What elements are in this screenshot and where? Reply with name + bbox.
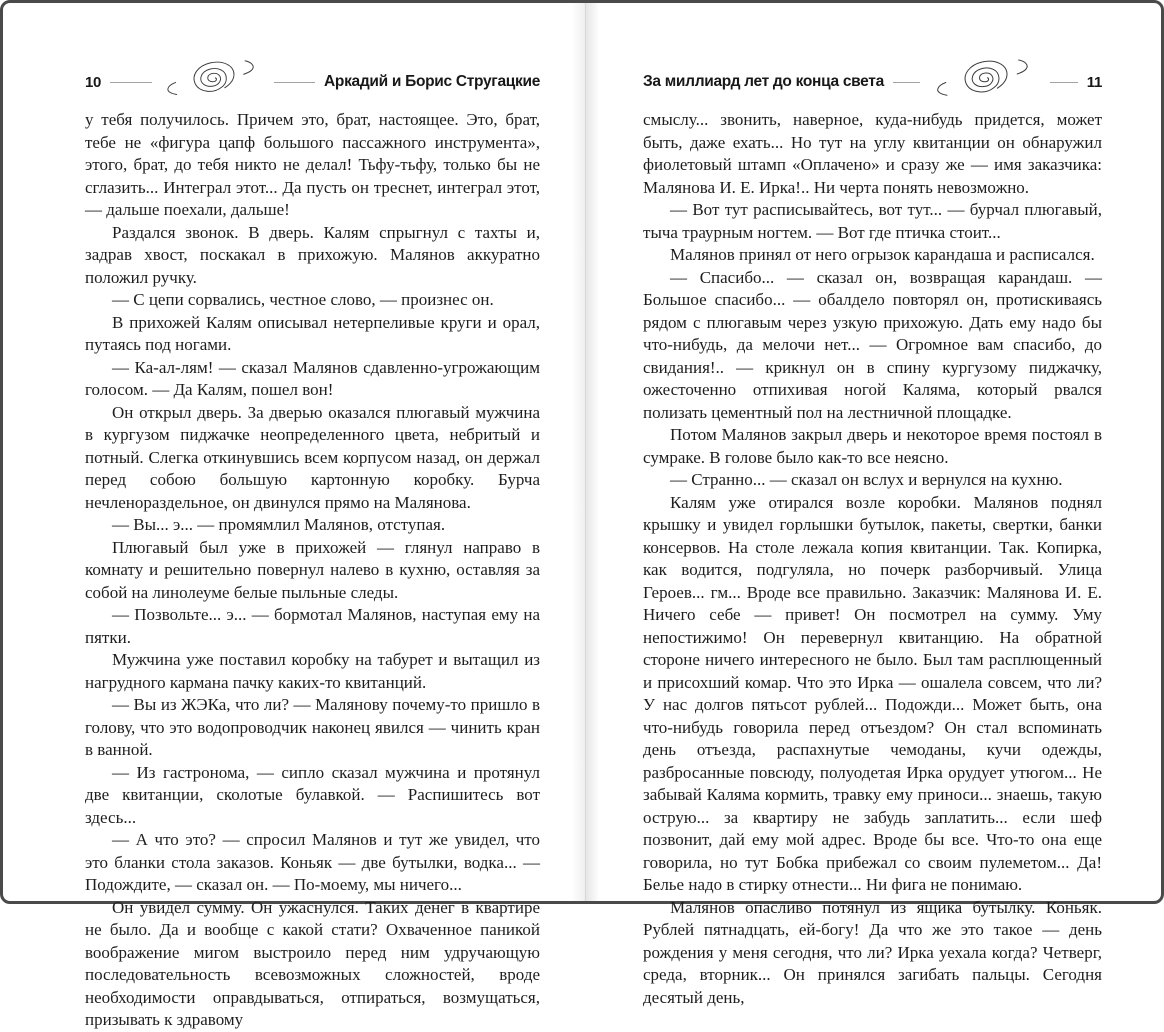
paragraph: — Странно... — сказал он вслух и вернулся на кухню. (670, 470, 1063, 489)
paragraph: Он открыл дверь. За дверью оказался плюгавый мужчина в кургузом пиджачке неопределенного цвета, небритый и потный. Слегка откинувшись всем корпусом назад, он держал перед собою большую картонную коробку. Бурча нечленораздельное, он двинулся прямо на Малянова. (85, 402, 541, 512)
paragraph: смыслу... звонить, наверное, куда-нибудь придется, может быть, даже ехать... Но тут на углу квитанции он обнаружил фиолетовый штамп «Оплачено» и сразу же — имя заказчика: Малянова И. Е. Ирка!.. Ни черта понять невозможно. (643, 110, 1102, 197)
paragraph: Плюгавый был уже в прихожей — глянул направо в комнату и решительно повернул налево в кухню, оставляя за собой на линолеуме белые пыльные следы. (85, 537, 541, 602)
paragraph: Малянов опасливо потянул из ящика бутылку. Коньяк. Рублей пятнадцать, ей-богу! Да что же это такое — день рождения у меня сегодня, что ли? Ирка уехала когда? Четверг, среда, вторник... Он принялся загибать пальцы. Сегодня десятый день, (643, 897, 1102, 1007)
paragraph: — Спасибо... — сказал он, возвращая карандаш. — Большое спасибо... — обалдело повторял он, протискиваясь рядом с плюгавым через узкую прихожую. Дать ему надо бы что-нибудь, да мелочи нет... — Огромное вам спасибо, до свидания!.. — крикнул он в спину кургузому пиджачку, ожесточенно отпихивая ногой Каляма, который рвался полизать цементный пол на лестничной площадке. (643, 267, 1102, 422)
page-right (582, 3, 1161, 1007)
paragraph: Калям уже отирался возле коробки. Малянов поднял крышку и увидел горлышки бутылок, пакеты, свертки, банки консервов. На столе лежала копия квитанции. Так. Копирка, как водится, подгуляла, но почерк разборчивый. Улица Героев... гм... Вроде все правильно. Заказчик: Малянова И. Е. Ничего себе — привет! Он посмотрел на сумму. Уму непостижимо! Он перевернул квитанцию. На обратной стороне ничего интересного не было. Был там расплющенный и присохший комар. Что это Ирка — ошалела совсем, что ли? У нас долгов пятьсот рублей... Подожди... Может быть, она что-нибудь говорила перед отъездом? Он стал вспоминать день отъезда, распахнутые чемоданы, кучи одежды, разбросанные повсюду, полуодетая Ирка орудует утюгом... Не забывай Каляма кормить, травку ему приноси... знаешь, такую острую... за квартиру не забудь заплатить... если шеф позвонит, дай ему мой адрес. Вроде бы все. Что-то она еще говорила, но тут Бобка прибежал со своим пулеметом... Да! Белье надо в стирку отнести... Ни фига не понимаю. (643, 492, 1102, 894)
paragraph: — Вот тут расписывайтесь, вот тут... — бурчал плюгавый, тыча траурным ногтем. — Вот где птичка стоит... (643, 200, 1102, 242)
paragraph: у тебя получилось. Причем это, брат, настоящее. Это, брат, тебе не «фигура цапф большого пассажного инструмента», этого, брат, до тебя никто не делал! Тьфу-тьфу, только бы не сглазить... Интеграл этот... Да пусть он треснет, интеграл этот, — дальше поехали, дальше! (85, 110, 541, 219)
paragraph: Потом Малянов закрыл дверь и некоторое время постоял в сумраке. В голове было как-то все неясно. (643, 425, 1102, 467)
page-number-right: 11 (1086, 73, 1102, 91)
page-body-left (85, 109, 540, 1032)
header-rule (274, 82, 315, 83)
page-body-right (643, 109, 1102, 1009)
paragraph: Мужчина уже поставил коробку на табурет и вытащил из нагрудного кармана пачку каких-то квитанций. (85, 650, 541, 692)
paragraph: Он увидел сумму. Он ужаснулся. Таких денег в квартире не было. Да и вообще с какой стати? Охваченное паникой воображение мигом выстроило перед ним удручающую последовательность всевозможных сложностей, вроде необходимости оправдываться, отпираться, возмущаться, призывать к здравому (85, 897, 541, 1029)
paragraph: — А что это? — спросил Малянов и тут же увидел, что это бланки стола заказов. Коньяк — две бутылки, водка... — Подождите, — сказал он. — По-моему, мы ничего... (85, 830, 541, 894)
paragraph: Раздался звонок. В дверь. Калям спрыгнул с тахты и, задрав хвост, поскакал в прихожую. Малянов аккуратно положил ручку. (85, 222, 541, 287)
page-left (3, 3, 582, 1029)
header-rule (893, 82, 920, 83)
header-rule (1050, 82, 1077, 83)
paragraph: В прихожей Калям описывал нетерпеливые круги и орал, путаясь под ногами. (85, 312, 541, 354)
spiral-galaxy-icon (161, 51, 265, 114)
paragraph: — Вы... э... — промямлил Малянов, отступая. (112, 515, 446, 534)
paragraph: — Вы из ЖЭКа, что ли? — Малянову почему-то пришло в голову, что это водопроводчик наконец явился — чинить кран в ванной. (85, 695, 541, 759)
spiral-galaxy-icon (929, 50, 1041, 115)
paragraph: — С цепи сорвались, честное слово, — произнес он. (112, 290, 494, 309)
paragraph: Малянов принял от него огрызок карандаша и расписался. (670, 245, 1095, 264)
running-title-book: За миллиард лет до конца света (643, 73, 884, 91)
running-title-author: Аркадий и Борис Стругацкие (324, 73, 541, 91)
page-header-left (85, 63, 540, 101)
header-rule (110, 82, 151, 83)
paragraph: — Ка-ал-лям! — сказал Малянов сдавленно-угрожающим голосом. — Да Калям, пошел вон! (85, 357, 541, 399)
spread-pages (3, 3, 1161, 1029)
paragraph: — Позвольте... э... — бормотал Малянов, наступая ему на пятки. (85, 605, 541, 647)
paragraph: — Из гастронома, — сипло сказал мужчина и протянул две квитанции, сколотые булавкой. — Распишитесь вот здесь... (85, 762, 541, 827)
page-header-right (643, 63, 1102, 101)
page-number-left: 10 (85, 73, 102, 91)
